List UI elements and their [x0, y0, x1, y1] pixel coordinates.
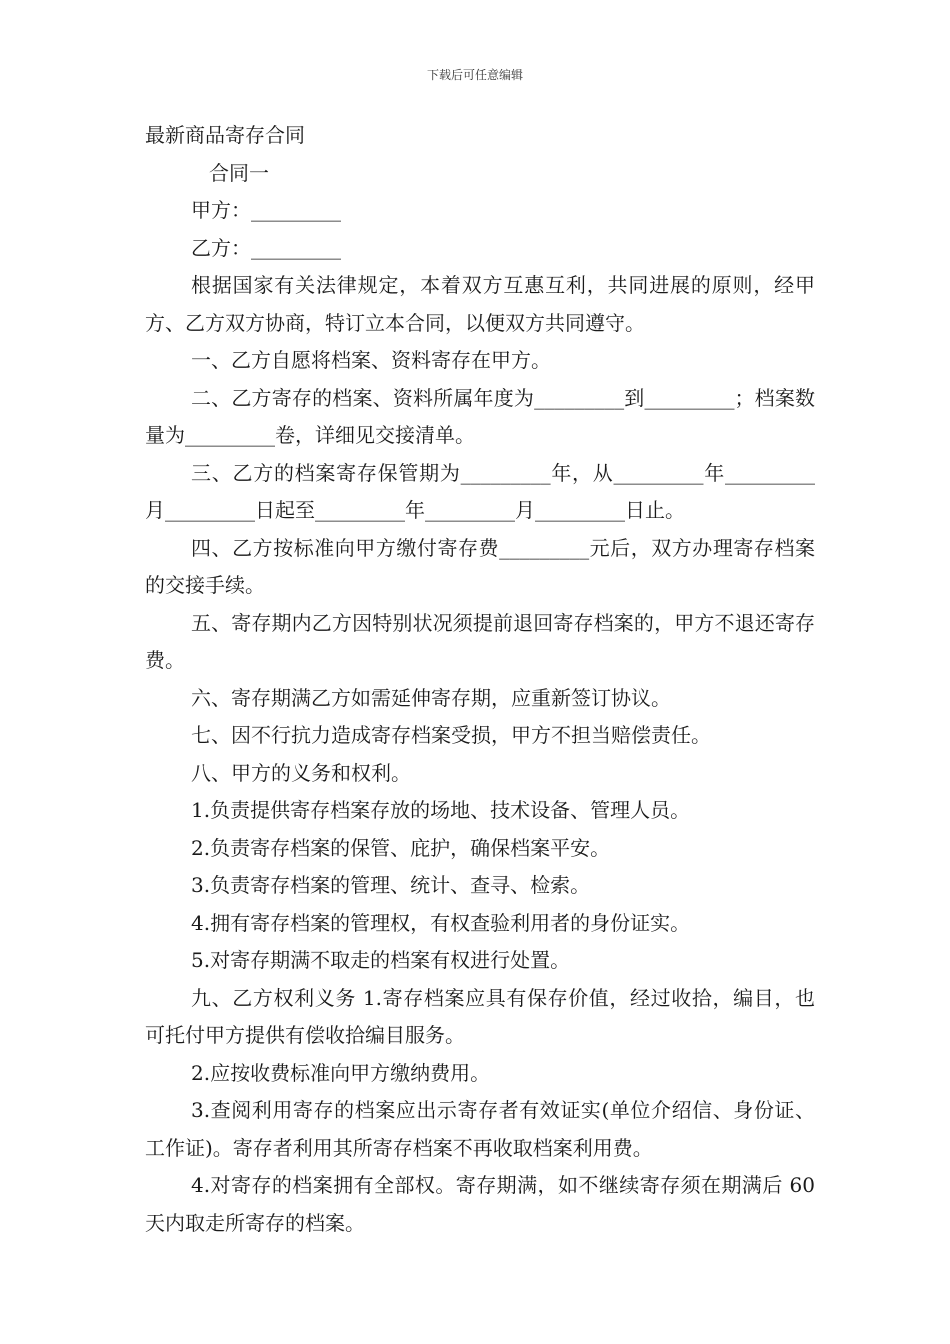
clause-7: 七、因不行抗力造成寄存档案受损，甲方不担当赔偿责任。 — [191, 723, 711, 747]
document-title: 最新商品寄存合同 — [145, 123, 305, 147]
clause-9-item-4: 4.对寄存的档案拥有全部权。寄存期满，如不继续寄存须在期满后 60 天内取走所寄存的档案。 — [145, 1173, 815, 1235]
clause-4: 四、乙方按标准向甲方缴付寄存费_________元后，双方办理寄存档案的交接手续。 — [145, 535, 815, 597]
clause-3: 三、乙方的档案寄存保管期为_________年，从_________年_________月_________日起至_________年_________月_________日止。 — [145, 460, 815, 522]
clause-8: 八、甲方的义务和权利。 — [191, 760, 411, 785]
clause-8-item-2: 2.负责寄存档案的保管、庇护，确保档案平安。 — [191, 835, 611, 860]
clause-9: 九、乙方权利义务 1.寄存档案应具有保存价值，经过收拾，编目，也可托付甲方提供有偿收拾编目服务。 — [145, 985, 815, 1047]
clause-6: 六、寄存期满乙方如需延伸寄存期，应重新签订协议。 — [191, 685, 671, 710]
clause-2: 二、乙方寄存的档案、资料所属年度为_________到_________；档案数量为_________卷，详细见交接清单。 — [145, 385, 815, 447]
clause-9-item-2: 2.应按收费标准向甲方缴纳费用。 — [191, 1060, 491, 1085]
clause-8-item-1: 1.负责提供寄存档案存放的场地、技术设备、管理人员。 — [191, 798, 691, 822]
clause-5: 五、寄存期内乙方因特别状况须提前退回寄存档案的，甲方不退还寄存费。 — [145, 610, 815, 672]
clause-8-item-3: 3.负责寄存档案的管理、统计、查寻、检索。 — [191, 873, 591, 897]
clause-1: 一、乙方自愿将档案、资料寄存在甲方。 — [191, 348, 551, 372]
clause-9-item-3: 3.查阅利用寄存的档案应出示寄存者有效证实(单位介绍信、身份证、工作证)。寄存者利用其所寄存档案不再收取档案利用费。 — [145, 1098, 815, 1160]
header-note: 下载后可任意编辑 — [426, 68, 523, 82]
clause-8-item-5: 5.对寄存期满不取走的档案有权进行处置。 — [191, 948, 571, 972]
document-body — [145, 117, 815, 1242]
clause-8-item-4: 4.拥有寄存档案的管理权，有权查验利用者的身份证实。 — [191, 910, 691, 935]
preamble-paragraph: 根据国家有关法律规定，本着双方互惠互利，共同进展的原则，经甲方、乙方双方协商，特订立本合同，以便双方共同遵守。 — [145, 273, 815, 335]
party-b-line: 乙方：_________ — [191, 235, 341, 260]
party-a-line: 甲方：_________ — [191, 198, 341, 222]
document-subtitle: 合同一 — [209, 160, 269, 185]
